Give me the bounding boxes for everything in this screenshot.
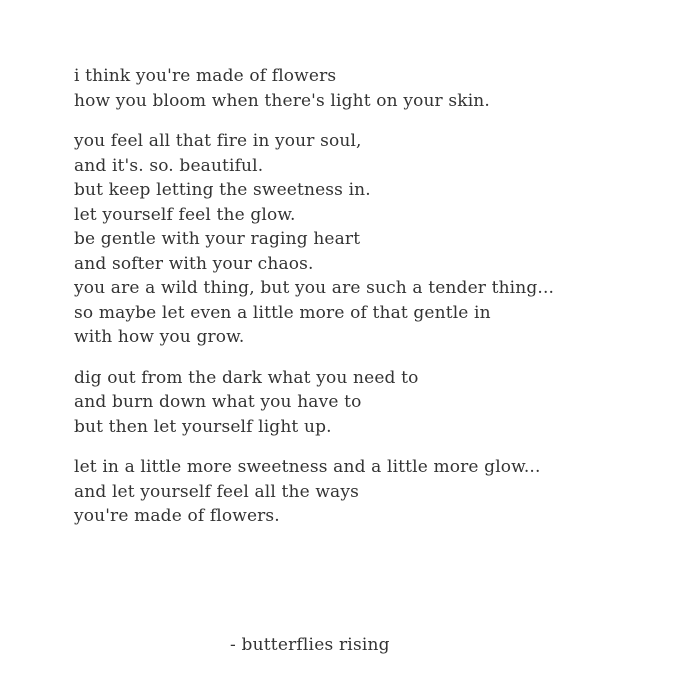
poem-line: let yourself feel the glow. (74, 204, 296, 225)
poem-signature: - butterflies rising (230, 635, 390, 655)
stanza-3 (74, 366, 674, 440)
poem-line: and it's. so. beautiful. (74, 155, 264, 176)
poem-line: and softer with your chaos. (74, 253, 314, 274)
poem-line: i think you're made of flowers (74, 66, 337, 86)
stanza-1 (74, 64, 674, 113)
poem-line: be gentle with your raging heart (74, 229, 361, 249)
poem (74, 64, 674, 545)
poem-line: how you bloom when there's light on your skin. (74, 90, 490, 111)
poem-line: you're made of flowers. (74, 506, 280, 526)
stanza-2 (74, 129, 674, 350)
poem-line: and burn down what you have to (74, 392, 362, 412)
poem-line: with how you grow. (74, 327, 245, 347)
poem-line: you feel all that fire in your soul, (74, 131, 362, 151)
poem-line: you are a wild thing, but you are such a tender thing... (74, 278, 555, 298)
stanza-4 (74, 455, 674, 529)
poem-line: dig out from the dark what you need to (74, 367, 419, 388)
poem-line: so maybe let even a little more of that gentle in (74, 302, 491, 323)
poem-line: but keep letting the sweetness in. (74, 180, 371, 200)
poem-line: let in a little more sweetness and a little more glow... (74, 457, 541, 477)
poem-line: but then let yourself light up. (74, 416, 332, 437)
poem-line: and let yourself feel all the ways (74, 481, 359, 502)
